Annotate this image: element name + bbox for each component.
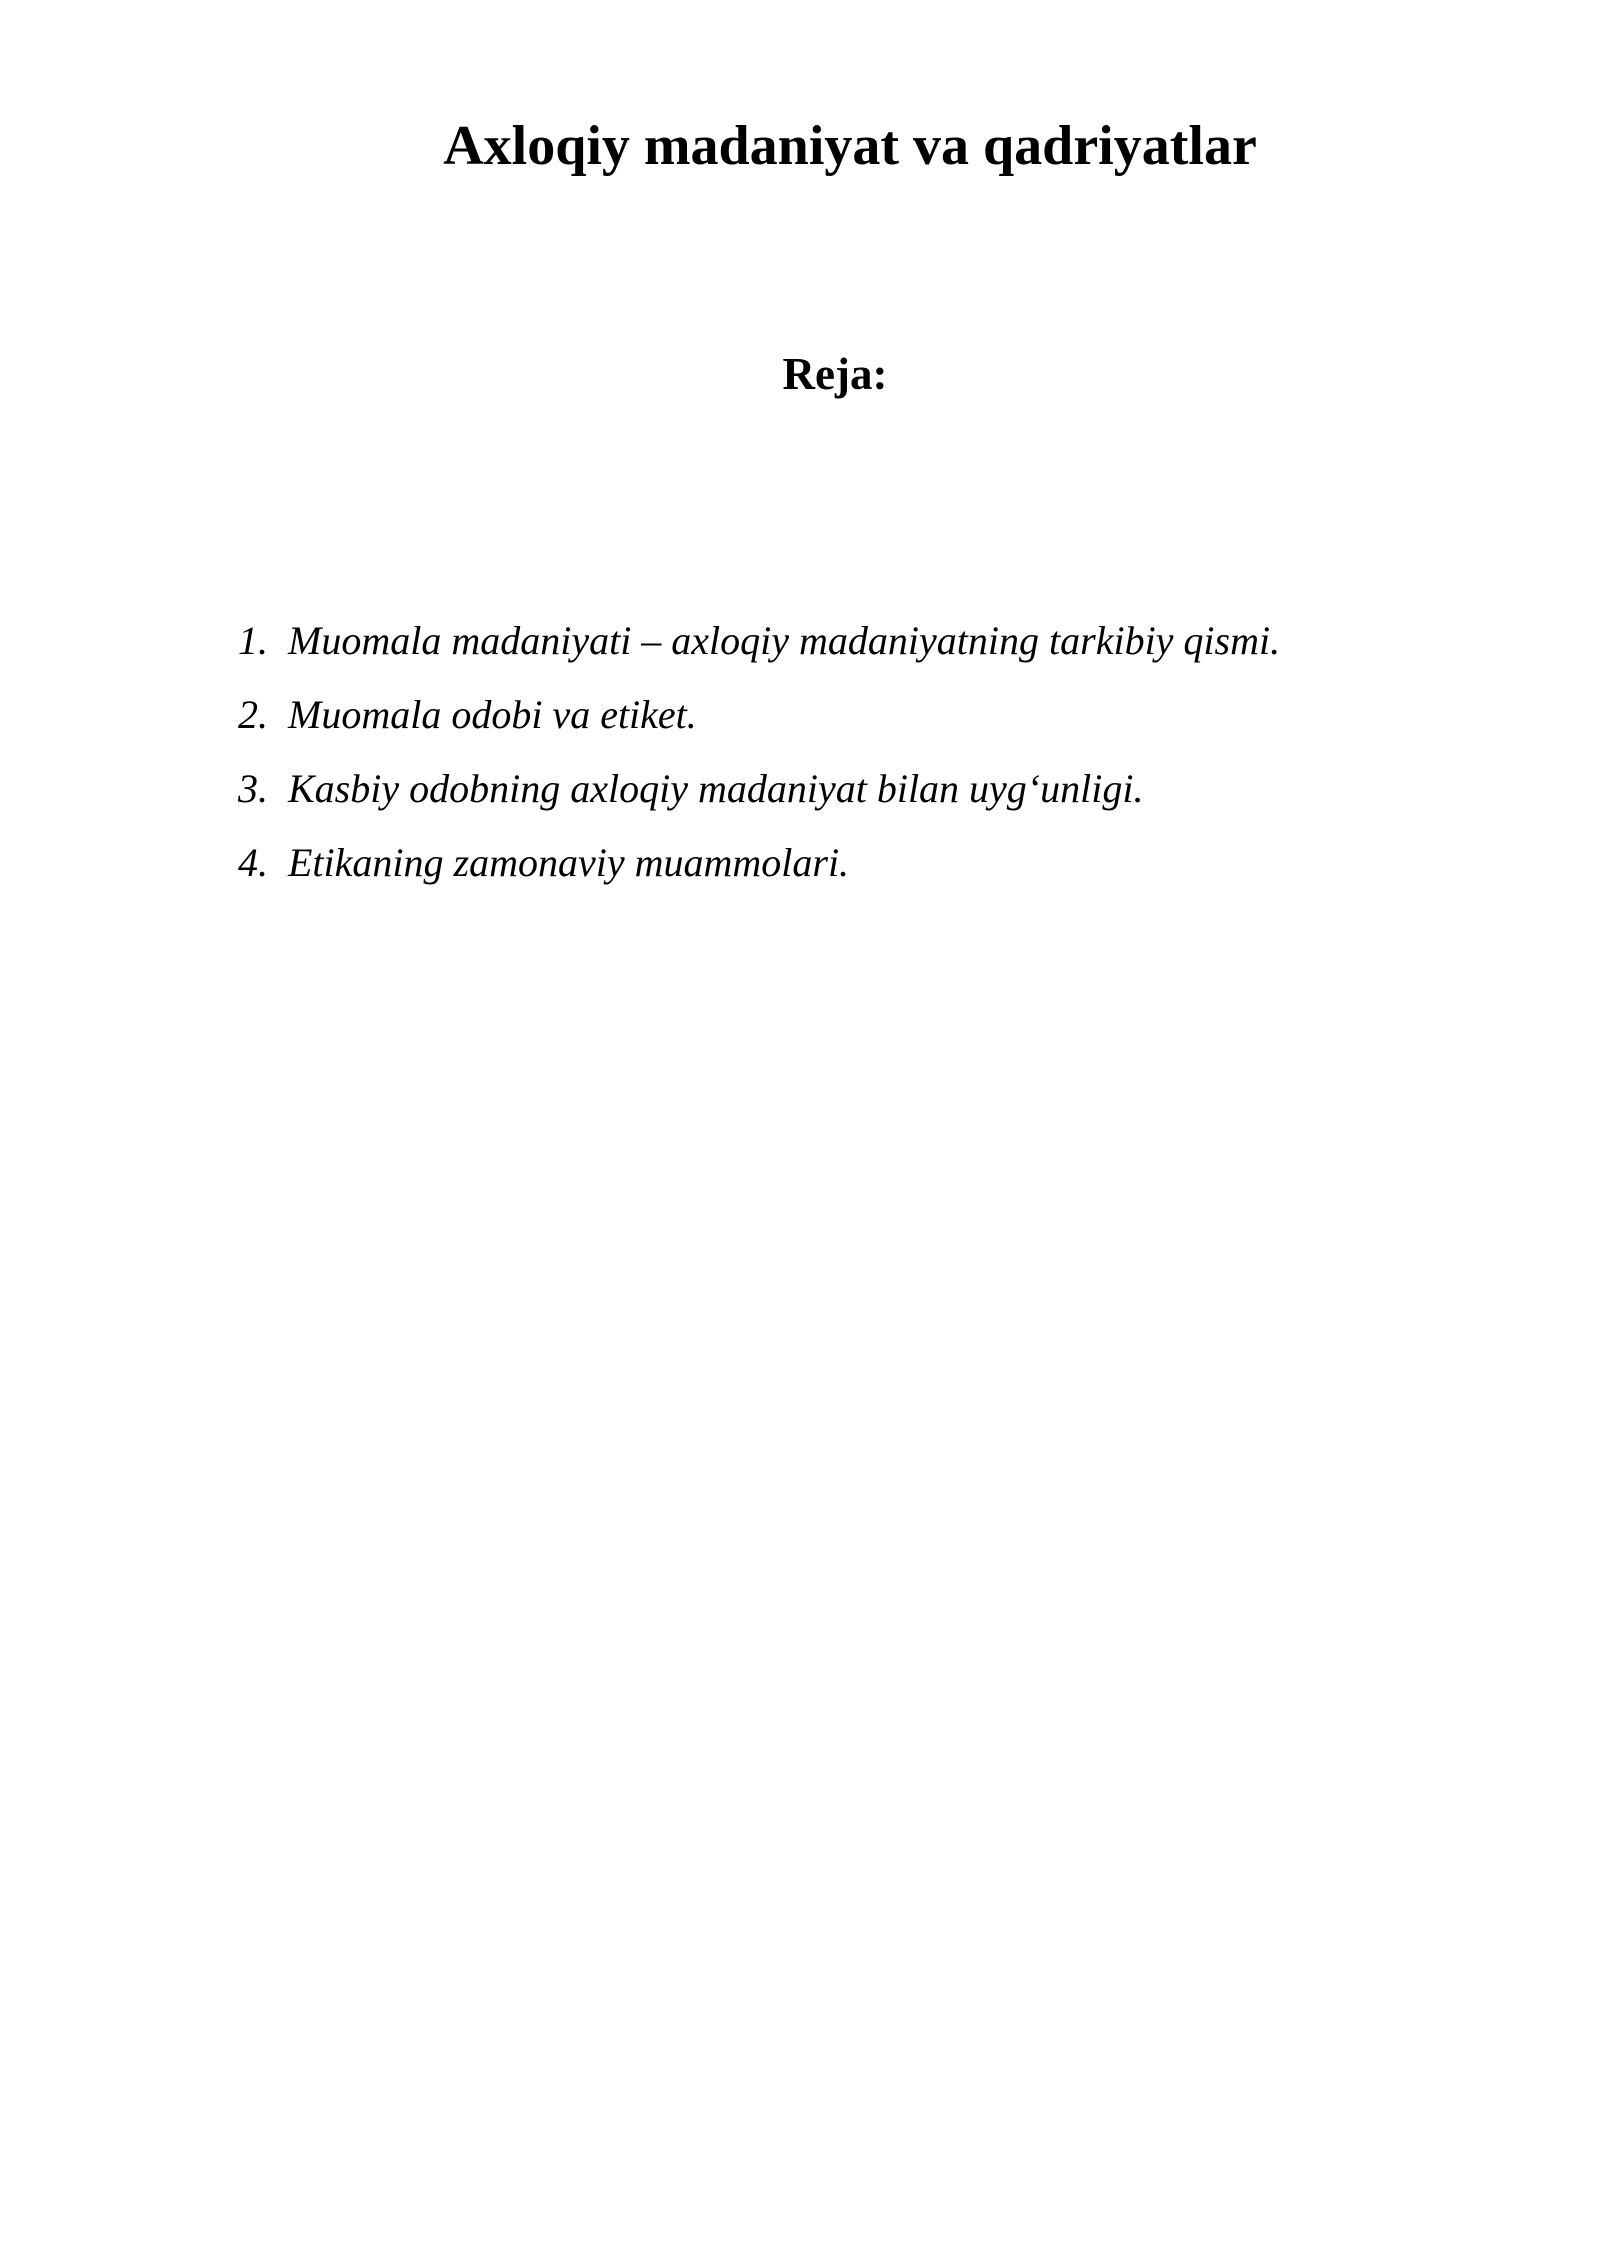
plan-item-number: 2. [238, 692, 268, 737]
plan-item-number: 4. [238, 840, 268, 885]
plan-item-text: Kasbiy odobning axloqiy madaniyat bilan uyg‘unligi. [288, 766, 1144, 811]
plan-item-text: Muomala odobi va etiket. [288, 692, 697, 737]
plan-item-text: Muomala madaniyati – axloqiy madaniyatning tarkibiy qismi. [288, 618, 1281, 663]
plan-item-number: 1. [238, 618, 268, 663]
plan-item-text: Etikaning zamonaviy muammolari. [288, 840, 850, 885]
plan-list [238, 604, 1478, 900]
plan-item [238, 604, 1478, 678]
plan-item [238, 752, 1478, 826]
document-title: Axloqiy madaniyat va qadriyatlar [443, 115, 1257, 177]
plan-item [238, 826, 1478, 900]
plan-heading: Reja: [782, 349, 888, 399]
plan-item [238, 678, 1478, 752]
plan-item-number: 3. [238, 766, 268, 811]
